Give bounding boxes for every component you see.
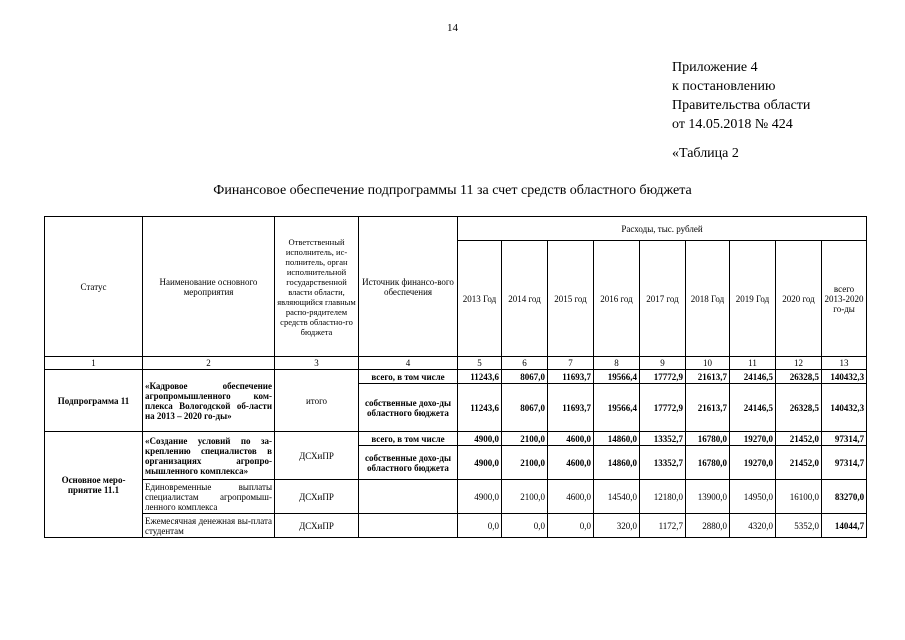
document-title: Финансовое обеспечение подпрограммы 11 за счет средств областного бюджета (213, 183, 692, 198)
cell-value: 2880,0 (686, 514, 730, 538)
cell-value: 0,0 (502, 514, 548, 538)
cell-value: 0,0 (548, 514, 594, 538)
page-number: 14 (447, 22, 458, 34)
cell-value: 11243,6 (458, 384, 502, 432)
cell-value: 4320,0 (730, 514, 776, 538)
cell-value: 26328,5 (776, 384, 822, 432)
header-year: 2019 Год (730, 241, 776, 357)
appendix-line-4: от 14.05.2018 № 424 (672, 117, 793, 132)
column-number: 3 (275, 357, 359, 370)
cell-value: 13352,7 (640, 446, 686, 480)
cell-value: 21613,7 (686, 370, 730, 384)
table-row (45, 514, 867, 538)
cell-value: 2100,0 (502, 480, 548, 514)
cell-value: 83270,0 (822, 480, 867, 514)
cell-value: 1172,7 (640, 514, 686, 538)
cell-value: 14950,0 (730, 480, 776, 514)
row-name: «Кадровое обеспечение агропромышленного ком-плекса Вологодской об-ласти на 2013 – 2020 го-ды» (143, 370, 275, 432)
cell-value: 0,0 (458, 514, 502, 538)
header-year: 2020 год (776, 241, 822, 357)
cell-value: 4900,0 (458, 446, 502, 480)
cell-value: 24146,5 (730, 384, 776, 432)
cell-value: 4900,0 (458, 432, 502, 446)
header-expenses: Расходы, тыс. рублей (458, 217, 867, 241)
cell-value: 8067,0 (502, 384, 548, 432)
header-name: Наименование основного мероприятия (143, 217, 275, 357)
column-numbers-row (45, 357, 867, 370)
header-year: 2015 год (548, 241, 594, 357)
row-responsible: ДСХиПР (275, 432, 359, 480)
header-source: Источник финансо-вого обеспечения (359, 217, 458, 357)
table-row (45, 370, 867, 384)
cell-value: 19270,0 (730, 446, 776, 480)
cell-value: 14860,0 (594, 446, 640, 480)
header-status: Статус (45, 217, 143, 357)
cell-value: 19566,4 (594, 370, 640, 384)
cell-value: 21452,0 (776, 432, 822, 446)
appendix-block (672, 58, 810, 134)
cell-value: 8067,0 (502, 370, 548, 384)
header-responsible: Ответственный исполнитель, ис-полнитель, орган исполнительной государственной власти области, являющийся главным распо-рядителем средств областно-го бюджета (275, 217, 359, 357)
row-responsible: ДСХиПР (275, 480, 359, 514)
column-number: 10 (686, 357, 730, 370)
appendix-line-1: Приложение 4 (672, 60, 758, 75)
row-responsible: итого (275, 370, 359, 432)
column-number: 6 (502, 357, 548, 370)
cell-value: 21613,7 (686, 384, 730, 432)
table-row (45, 432, 867, 446)
column-number: 9 (640, 357, 686, 370)
cell-value: 11243,6 (458, 370, 502, 384)
cell-value: 13352,7 (640, 432, 686, 446)
header-total: всего 2013-2020 го-ды (822, 241, 867, 357)
cell-value: 21452,0 (776, 446, 822, 480)
table-row (45, 480, 867, 514)
cell-value: 97314,7 (822, 446, 867, 480)
column-number: 1 (45, 357, 143, 370)
row-source: собственные дохо-ды областного бюджета (359, 446, 458, 480)
column-number: 2 (143, 357, 275, 370)
cell-value: 12180,0 (640, 480, 686, 514)
cell-value: 97314,7 (822, 432, 867, 446)
column-number: 12 (776, 357, 822, 370)
row-responsible: ДСХиПР (275, 514, 359, 538)
header-year: 2017 год (640, 241, 686, 357)
financing-table (44, 216, 867, 538)
header-year: 2013 Год (458, 241, 502, 357)
cell-value: 26328,5 (776, 370, 822, 384)
cell-value: 19270,0 (730, 432, 776, 446)
cell-value: 16780,0 (686, 446, 730, 480)
row-source: собственные дохо-ды областного бюджета (359, 384, 458, 432)
cell-value: 4600,0 (548, 432, 594, 446)
row-source (359, 514, 458, 538)
cell-value: 320,0 (594, 514, 640, 538)
cell-value: 2100,0 (502, 432, 548, 446)
cell-value: 11693,7 (548, 370, 594, 384)
cell-value: 14860,0 (594, 432, 640, 446)
cell-value: 17772,9 (640, 370, 686, 384)
cell-value: 24146,5 (730, 370, 776, 384)
cell-value: 2100,0 (502, 446, 548, 480)
row-source (359, 480, 458, 514)
cell-value: 5352,0 (776, 514, 822, 538)
row-source: всего, в том числе (359, 370, 458, 384)
table-caption: «Таблица 2 (672, 146, 739, 161)
cell-value: 11693,7 (548, 384, 594, 432)
appendix-line-3: Правительства области (672, 98, 811, 113)
row-name: Ежемесячная денежная вы-плата студентам (143, 514, 275, 538)
cell-value: 14540,0 (594, 480, 640, 514)
cell-value: 4600,0 (548, 446, 594, 480)
cell-value: 4600,0 (548, 480, 594, 514)
cell-value: 14044,7 (822, 514, 867, 538)
row-name: Единовременные выплаты специалистам агропромыш-ленного комплекса (143, 480, 275, 514)
header-row-1 (45, 217, 867, 241)
header-year: 2014 год (502, 241, 548, 357)
cell-value: 17772,9 (640, 384, 686, 432)
row-status: Подпрограмма 11 (45, 370, 143, 432)
header-year: 2018 Год (686, 241, 730, 357)
cell-value: 13900,0 (686, 480, 730, 514)
row-source: всего, в том числе (359, 432, 458, 446)
column-number: 4 (359, 357, 458, 370)
row-name: «Создание условий по за-креплению специалистов в организациях агропро-мышленного комплекса» (143, 432, 275, 480)
cell-value: 140432,3 (822, 384, 867, 432)
cell-value: 16100,0 (776, 480, 822, 514)
column-number: 7 (548, 357, 594, 370)
cell-value: 140432,3 (822, 370, 867, 384)
column-number: 8 (594, 357, 640, 370)
header-year: 2016 год (594, 241, 640, 357)
row-status: Основное меро-приятие 11.1 (45, 432, 143, 538)
cell-value: 16780,0 (686, 432, 730, 446)
column-number: 13 (822, 357, 867, 370)
column-number: 11 (730, 357, 776, 370)
cell-value: 4900,0 (458, 480, 502, 514)
appendix-line-2: к постановлению (672, 79, 776, 94)
column-number: 5 (458, 357, 502, 370)
cell-value: 19566,4 (594, 384, 640, 432)
